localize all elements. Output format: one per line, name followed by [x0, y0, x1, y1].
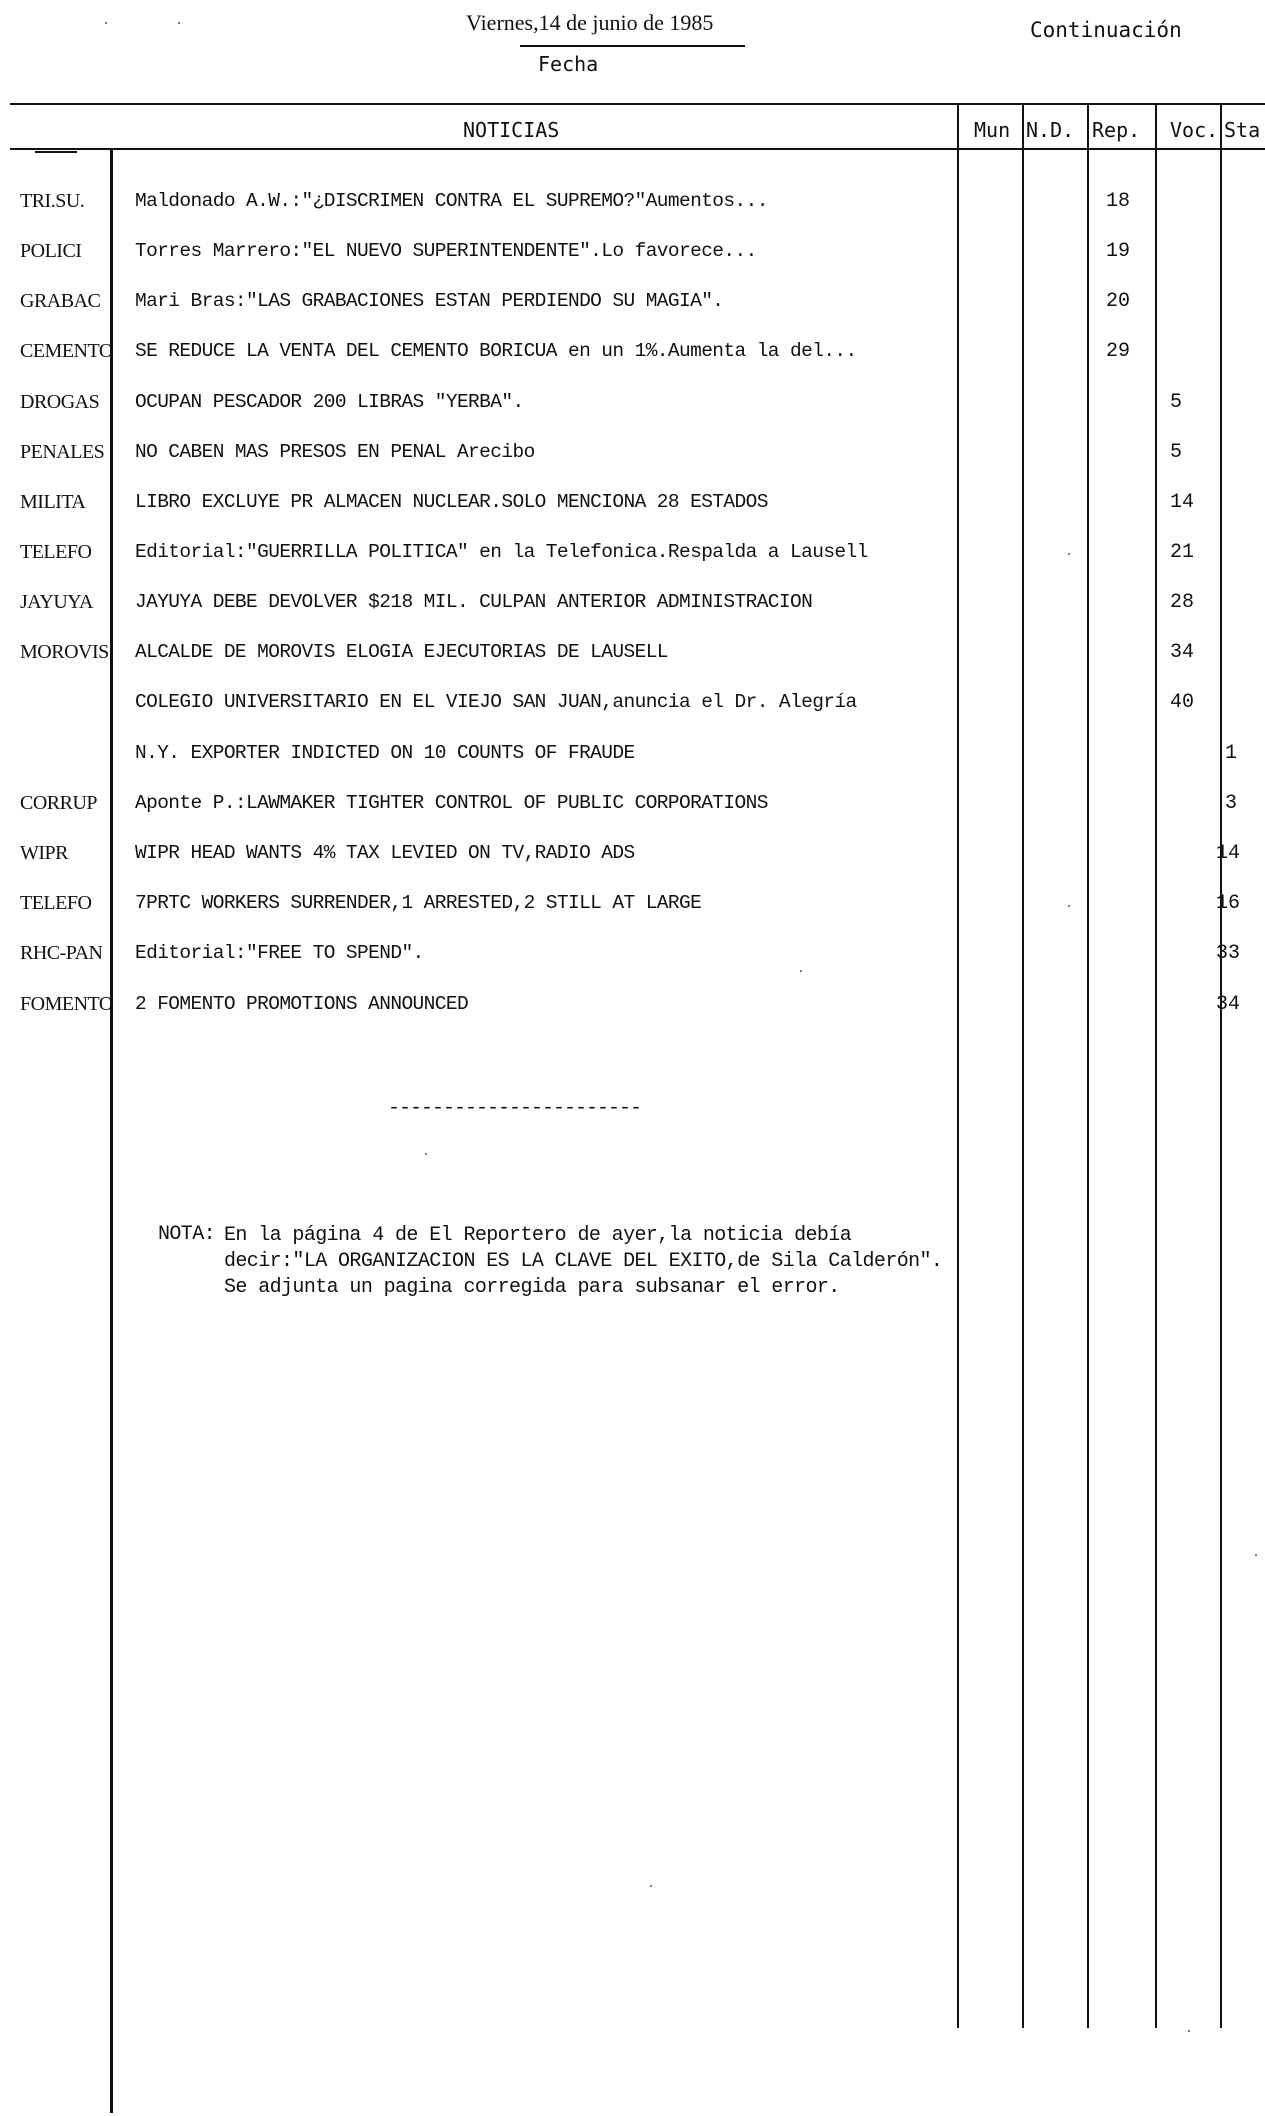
scan-speck: [1068, 553, 1070, 555]
row-headline: Torres Marrero:"EL NUEVO SUPERINTENDENTE".Lo favorece...: [135, 240, 757, 262]
scan-speck: [1188, 2030, 1190, 2032]
row-code: DROGAS: [20, 391, 100, 413]
row-headline: COLEGIO UNIVERSITARIO EN EL VIEJO SAN JUAN,anuncia el Dr. Alegría: [135, 691, 857, 713]
row-code: WIPR: [20, 842, 68, 864]
row-headline: 7PRTC WORKERS SURRENDER,1 ARRESTED,2 STILL AT LARGE: [135, 892, 702, 914]
row-code: JAYUYA: [20, 591, 93, 613]
row-headline: Editorial:"FREE TO SPEND".: [135, 942, 424, 964]
date-underline: [520, 45, 745, 47]
column-header-noticias: NOTICIAS: [463, 118, 560, 142]
section-separator: -----------------------: [388, 1097, 642, 1120]
row-code: MOROVIS: [20, 641, 109, 663]
news-row: [0, 842, 1265, 882]
row-headline: LIBRO EXCLUYE PR ALMACEN NUCLEAR.SOLO MENCIONA 28 ESTADOS: [135, 491, 768, 513]
news-row: [0, 491, 1265, 531]
column-header-mun: Mun: [974, 118, 1011, 142]
scan-speck: [178, 22, 180, 24]
row-voc-page: 5: [1170, 441, 1183, 464]
row-headline: ALCALDE DE MOROVIS ELOGIA EJECUTORIAS DE LAUSELL: [135, 641, 668, 663]
row-code: POLICI: [20, 240, 82, 262]
news-row: [0, 541, 1265, 581]
news-row: [0, 290, 1265, 330]
row-headline: Mari Bras:"LAS GRABACIONES ESTAN PERDIENDO SU MAGIA".: [135, 290, 724, 312]
row-rep-page: 20: [1106, 290, 1131, 313]
row-sta-page: 14: [1216, 842, 1241, 865]
row-code: CORRUP: [20, 792, 98, 814]
row-headline: NO CABEN MAS PRESOS EN PENAL Arecibo: [135, 441, 535, 463]
row-headline: Aponte P.:LAWMAKER TIGHTER CONTROL OF PUBLIC CORPORATIONS: [135, 792, 768, 814]
row-voc-page: 28: [1170, 591, 1195, 614]
scan-speck: [800, 970, 802, 972]
row-voc-page: 21: [1170, 541, 1195, 564]
date-value: Viernes,14 de junio de 1985: [466, 10, 714, 35]
row-code: TELEFO: [20, 892, 92, 914]
news-row: [0, 993, 1265, 1033]
scan-speck: [105, 22, 107, 24]
row-code: PENALES: [20, 441, 105, 463]
row-code: TRI.SU.: [20, 190, 85, 212]
row-headline: SE REDUCE LA VENTA DEL CEMENTO BORICUA en un 1%.Aumenta la del...: [135, 340, 857, 362]
row-code: GRABAC: [20, 290, 101, 312]
row-headline: Editorial:"GUERRILLA POLITICA" en la Telefonica.Respalda a Lausell: [135, 541, 868, 563]
note-label: NOTA:: [158, 1223, 216, 1246]
news-row: [0, 742, 1265, 782]
row-sta-page: 33: [1216, 942, 1241, 965]
date-label: Fecha: [538, 52, 599, 76]
header-tick-mark: [35, 151, 77, 153]
row-headline: WIPR HEAD WANTS 4% TAX LEVIED ON TV,RADIO ADS: [135, 842, 635, 864]
row-code: MILITA: [20, 491, 86, 513]
column-header-rep: Rep.: [1092, 118, 1141, 142]
scan-speck: [425, 1153, 427, 1155]
row-headline: 2 FOMENTO PROMOTIONS ANNOUNCED: [135, 993, 469, 1015]
row-code: CEMENTO: [20, 340, 113, 362]
row-rep-page: 29: [1106, 340, 1131, 363]
row-code: TELEFO: [20, 541, 92, 563]
scan-speck: [1255, 1554, 1257, 1556]
news-row: [0, 340, 1265, 380]
column-header-nd: N.D.: [1026, 118, 1075, 142]
news-row: [0, 641, 1265, 681]
news-row: [0, 240, 1265, 280]
row-rep-page: 18: [1106, 190, 1131, 213]
row-headline: Maldonado A.W.:"¿DISCRIMEN CONTRA EL SUPREMO?"Aumentos...: [135, 190, 768, 212]
note-text: En la página 4 de El Reportero de ayer,la noticia debía decir:"LA ORGANIZACION ES LA CLAVE DEL EXITO,de Sila Calderón". Se adjunta un pagina corregida para subsanar el error.: [224, 1224, 943, 1299]
news-row: [0, 591, 1265, 631]
news-row: [0, 942, 1265, 982]
news-row: [0, 391, 1265, 431]
news-row: [0, 190, 1265, 230]
row-sta-page: 34: [1216, 993, 1241, 1016]
row-headline: JAYUYA DEBE DEVOLVER $218 MIL. CULPAN ANTERIOR ADMINISTRACION: [135, 591, 813, 613]
news-row: [0, 441, 1265, 481]
row-sta-page: 3: [1225, 792, 1238, 815]
scan-speck: [650, 1885, 652, 1887]
row-headline: OCUPAN PESCADOR 200 LIBRAS "YERBA".: [135, 391, 524, 413]
column-header-sta: Sta: [1224, 118, 1261, 142]
column-header-voc: Voc.: [1170, 118, 1219, 142]
row-sta-page: 16: [1216, 892, 1241, 915]
scan-speck: [1068, 905, 1070, 907]
row-voc-page: 14: [1170, 491, 1195, 514]
row-voc-page: 40: [1170, 691, 1195, 714]
row-voc-page: 34: [1170, 641, 1195, 664]
row-code: FOMENTO: [20, 993, 113, 1015]
news-row: [0, 792, 1265, 832]
table-top-rule: [10, 103, 1265, 105]
continuation-label: Continuación: [1030, 18, 1182, 42]
row-voc-page: 5: [1170, 391, 1183, 414]
row-code: RHC-PAN: [20, 942, 103, 964]
row-headline: N.Y. EXPORTER INDICTED ON 10 COUNTS OF FRAUDE: [135, 742, 635, 764]
news-row: [0, 892, 1265, 932]
row-rep-page: 19: [1106, 240, 1131, 263]
table-header-rule: [10, 148, 1265, 150]
row-sta-page: 1: [1225, 742, 1238, 765]
news-row: [0, 691, 1265, 731]
